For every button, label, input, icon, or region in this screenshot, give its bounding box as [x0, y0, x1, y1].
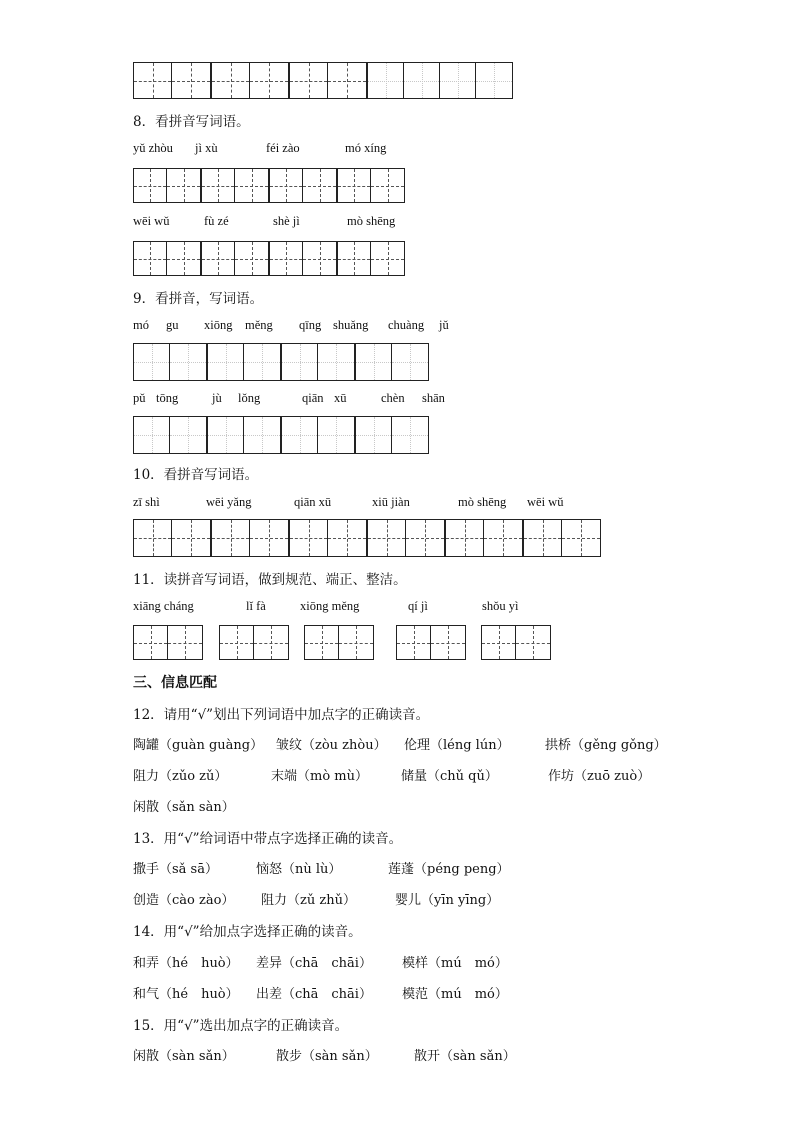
char-cell [303, 242, 336, 275]
reading-option[interactable]: 和弄（hé huò） [133, 956, 239, 971]
char-cell [250, 520, 288, 556]
answer-box[interactable] [281, 343, 355, 381]
char-cell [172, 63, 210, 98]
answer-box[interactable] [133, 168, 201, 203]
reading-option[interactable]: 皱纹（zòu zhòu） [276, 738, 387, 753]
reading-option[interactable]: 出差（chā chāi） [256, 987, 372, 1002]
reading-option[interactable]: 创造（cào zào） [133, 893, 235, 908]
writing-grid-q9-row1 [133, 343, 429, 381]
char-cell [328, 520, 366, 556]
reading-option[interactable]: 模范（mú mó） [402, 987, 508, 1002]
pinyin-label: mó xíng [345, 141, 387, 155]
q8-title: 8．看拼音写词语。 [133, 114, 250, 130]
char-cell [328, 63, 366, 98]
answer-box[interactable] [289, 62, 367, 99]
pinyin-label: fù zé [204, 214, 229, 228]
answer-box[interactable] [337, 241, 405, 276]
pinyin-label: qiān [302, 391, 324, 405]
char-cell [356, 344, 392, 380]
answer-box[interactable] [201, 241, 269, 276]
char-cell [562, 520, 600, 556]
char-cell [134, 520, 172, 556]
char-cell [318, 344, 354, 380]
char-cell [484, 520, 522, 556]
char-cell [172, 520, 210, 556]
writing-grid-q7-tail [133, 62, 513, 99]
char-cell [516, 626, 550, 659]
char-cell [368, 520, 406, 556]
char-cell [244, 344, 280, 380]
pinyin-label: féi zào [266, 141, 300, 155]
answer-box[interactable] [289, 519, 367, 557]
answer-box[interactable] [367, 519, 445, 557]
char-cell [356, 417, 392, 453]
char-cell [392, 417, 428, 453]
pinyin-label: jì xù [195, 141, 218, 155]
answer-box[interactable] [133, 519, 211, 557]
answer-box[interactable] [133, 416, 207, 454]
pinyin-label: shuǎng [333, 318, 369, 332]
q13-title: 13．用“√”给词语中带点字选择正确的读音。 [133, 831, 403, 847]
answer-box[interactable] [133, 625, 203, 660]
pinyin-label: qīng [299, 318, 322, 332]
reading-option[interactable]: 闲散（sàn sǎn） [133, 1049, 235, 1064]
pinyin-label: jǔ [439, 318, 449, 332]
reading-option[interactable]: 恼怒（nù lù） [256, 862, 342, 877]
pinyin-label: yǔ zhòu [133, 141, 173, 155]
char-cell [290, 520, 328, 556]
answer-box[interactable] [211, 62, 289, 99]
answer-box[interactable] [269, 241, 337, 276]
pinyin-label: jù [212, 391, 222, 405]
pinyin-label: lǒng [238, 391, 261, 405]
char-cell [392, 344, 428, 380]
reading-option[interactable]: 末端（mò mù） [271, 769, 368, 784]
reading-option[interactable]: 闲散（sǎn sàn） [133, 800, 235, 815]
q14-title: 14．用“√”给加点字选择正确的读音。 [133, 924, 362, 940]
char-cell [290, 63, 328, 98]
q9-title: 9．看拼音，写词语。 [133, 291, 264, 307]
answer-box[interactable] [133, 62, 211, 99]
pinyin-label: mò shēng [347, 214, 396, 228]
char-cell [440, 63, 476, 98]
char-cell [235, 242, 268, 275]
reading-option[interactable]: 储量（chǔ qǔ） [401, 769, 498, 784]
reading-option[interactable]: 撒手（sǎ sā） [133, 862, 218, 877]
pinyin-label: wēi wǔ [133, 214, 170, 228]
answer-box[interactable] [201, 168, 269, 203]
answer-box[interactable] [207, 416, 281, 454]
pinyin-label: pǔ [133, 391, 146, 405]
char-cell [202, 242, 235, 275]
pinyin-label: mò shēng [458, 495, 507, 509]
reading-option[interactable]: 婴儿（yīn yīng） [395, 893, 500, 908]
answer-box[interactable] [219, 625, 289, 660]
answer-box[interactable] [211, 519, 289, 557]
char-cell [524, 520, 562, 556]
answer-box[interactable] [523, 519, 601, 557]
pinyin-label: chuàng [388, 318, 425, 332]
char-cell [134, 242, 167, 275]
q11-title: 11．读拼音写词语，做到规范、端正、整洁。 [133, 572, 407, 588]
reading-option[interactable]: 模样（mú mó） [402, 956, 508, 971]
char-cell [397, 626, 431, 659]
writing-grid-q9-row2 [133, 416, 429, 454]
char-cell [168, 626, 202, 659]
char-cell [170, 417, 206, 453]
pinyin-label: xiōng měng [300, 599, 360, 613]
reading-option[interactable]: 作坊（zuō zuò） [548, 769, 651, 784]
char-cell [305, 626, 339, 659]
char-cell [368, 63, 404, 98]
char-cell [371, 169, 404, 202]
char-cell [208, 344, 244, 380]
answer-box[interactable] [281, 416, 355, 454]
char-cell [431, 626, 465, 659]
char-cell [482, 626, 516, 659]
reading-option[interactable]: 伦理（léng lún） [404, 738, 510, 753]
char-cell [270, 242, 303, 275]
q12-title: 12．请用“√”划出下列词语中加点字的正确读音。 [133, 707, 430, 723]
reading-option[interactable]: 拱桥（gěng gǒng） [545, 738, 667, 753]
char-cell [318, 417, 354, 453]
section-heading: 三、信息匹配 [133, 675, 217, 691]
char-cell [134, 344, 170, 380]
pinyin-label: shǒu yì [482, 599, 519, 613]
pinyin-label: tōng [156, 391, 179, 405]
pinyin-label: chèn [381, 391, 405, 405]
answer-box[interactable] [445, 519, 523, 557]
char-cell [338, 169, 371, 202]
char-cell [371, 242, 404, 275]
writing-grid-q10 [133, 519, 601, 557]
pinyin-label: lǐ fà [246, 599, 266, 613]
pinyin-label: wēi yǎng [206, 495, 252, 509]
char-cell [406, 520, 444, 556]
char-cell [134, 626, 168, 659]
pinyin-label: měng [245, 318, 273, 332]
char-cell [254, 626, 288, 659]
answer-box[interactable] [269, 168, 337, 203]
pinyin-label: xiāng cháng [133, 599, 194, 613]
pinyin-label: gu [166, 318, 179, 332]
reading-option[interactable]: 散开（sàn sǎn） [414, 1049, 516, 1064]
writing-grid-q8-row2 [133, 241, 405, 276]
pinyin-label: xiōng [204, 318, 233, 332]
reading-option[interactable]: 差异（chā chāi） [256, 956, 372, 971]
answer-box[interactable] [481, 625, 551, 660]
char-cell [235, 169, 268, 202]
pinyin-label: qí jì [408, 599, 428, 613]
char-cell [476, 63, 512, 98]
answer-box[interactable] [337, 168, 405, 203]
char-cell [282, 344, 318, 380]
q10-title: 10．看拼音写词语。 [133, 467, 259, 483]
reading-option[interactable]: 莲蓬（péng peng） [388, 862, 510, 877]
reading-option[interactable]: 陶罐（guàn guàng） [133, 738, 264, 753]
pinyin-label: shān [422, 391, 445, 405]
char-cell [404, 63, 440, 98]
answer-box[interactable] [396, 625, 466, 660]
pinyin-label: shè jì [273, 214, 300, 228]
char-cell [212, 520, 250, 556]
char-cell [338, 242, 371, 275]
writing-grid-q8-row1 [133, 168, 405, 203]
answer-box[interactable] [304, 625, 374, 660]
reading-option[interactable]: 散步（sàn sǎn） [276, 1049, 378, 1064]
char-cell [303, 169, 336, 202]
answer-box[interactable] [355, 343, 429, 381]
char-cell [282, 417, 318, 453]
pinyin-label: mó [133, 318, 149, 332]
pinyin-label: xū [334, 391, 347, 405]
char-cell [270, 169, 303, 202]
char-cell [167, 169, 200, 202]
pinyin-label: wēi wǔ [527, 495, 564, 509]
char-cell [220, 626, 254, 659]
pinyin-label: zī shì [133, 495, 160, 509]
char-cell [446, 520, 484, 556]
char-cell [170, 344, 206, 380]
char-cell [212, 63, 250, 98]
reading-option[interactable]: 阻力（zǔ zhǔ） [261, 893, 356, 908]
char-cell [250, 63, 288, 98]
answer-box[interactable] [207, 343, 281, 381]
q15-title: 15．用“√”选出加点字的正确读音。 [133, 1018, 349, 1034]
answer-box[interactable] [355, 416, 429, 454]
answer-box[interactable] [133, 241, 201, 276]
answer-box[interactable] [367, 62, 513, 99]
reading-option[interactable]: 和气（hé huò） [133, 987, 239, 1002]
reading-option[interactable]: 阻力（zǔo zǔ） [133, 769, 228, 784]
char-cell [208, 417, 244, 453]
char-cell [134, 169, 167, 202]
pinyin-label: xiū jiàn [372, 495, 410, 509]
char-cell [339, 626, 373, 659]
pinyin-label: qiān xū [294, 495, 332, 509]
char-cell [202, 169, 235, 202]
char-cell [134, 63, 172, 98]
char-cell [167, 242, 200, 275]
answer-box[interactable] [133, 343, 207, 381]
char-cell [244, 417, 280, 453]
char-cell [134, 417, 170, 453]
